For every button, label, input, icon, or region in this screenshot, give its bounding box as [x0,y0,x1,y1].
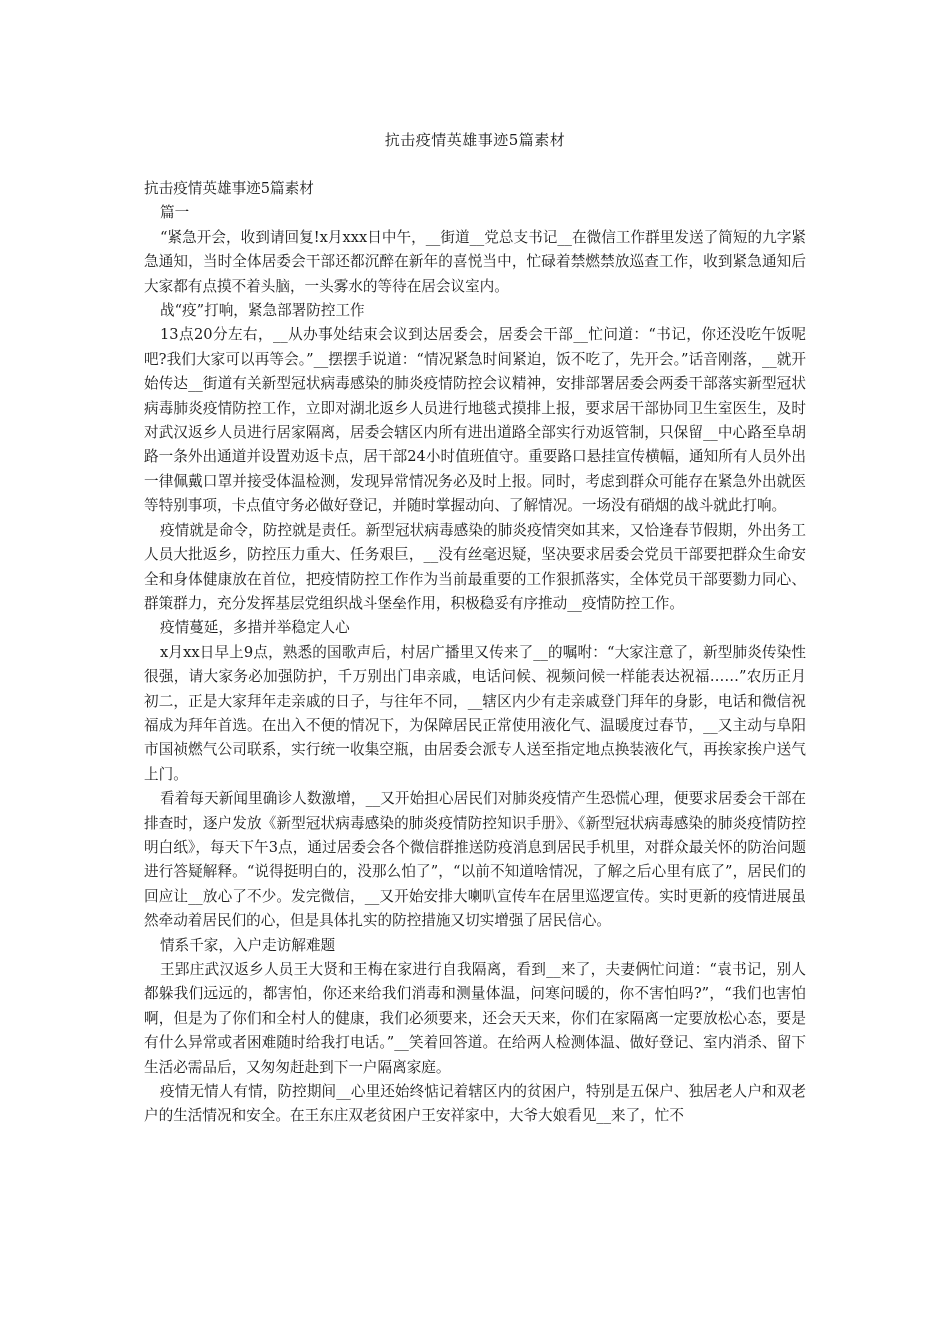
body-paragraph: “紧急开会，收到请回复!x月xxx日中午，__街道__党总支书记__在微信工作群里发送了简短的九字紧急通知，当时全体居委会干部还都沉醉在新年的喜悦当中，忙碌着禁燃禁放巡查工作，收到紧急通知后大家都有点摸不着头脑，一头雾水的等待在居会议室内。 [144,228,806,295]
document-title: 抗击疫情英雄事迹5篇素材 [384,131,566,149]
section-heading: 战“疫”打响，紧急部署防控工作 [160,302,365,320]
document-body [144,177,806,1129]
body-paragraph: 王郢庄武汉返乡人员王大贤和王梅在家进行自我隔离，看到__来了，夫妻俩忙问道：“袁书记，别人都躲我们远远的，都害怕，你还来给我们消毒和测量体温，问寒问暖的，你不害怕吗?”，“我们也害怕啊，但是为了你们和全村人的健康，我们必须要来，还会天天来，你们在家隔离一定要放松心态，要是有什么异常或者困难随时给我打电话。”__笑着回答道。在给两人检测体温、做好登记、室内消杀、留下生活必需品后，又匆匆赶赴到下一户隔离家庭。 [144,961,806,1076]
section-heading: 情系千家，入户走访解难题 [160,936,336,954]
body-paragraph: 疫情无情人有情，防控期间__心里还始终惦记着辖区内的贫困户，特别是五保户、独居老人户和双老户的生活情况和安全。在王东庄双老贫困户王安祥家中，大爷大娘看见__来了，忙不 [144,1083,806,1125]
body-paragraph: 13点20分左右，__从办事处结束会议到达居委会，居委会干部__忙问道：“书记，你还没吃午饭呢吧?我们大家可以再等会。”__摆摆手说道：“情况紧急时间紧迫，饭不吃了，先开会。”话音刚落，__就开始传达__街道有关新型冠状病毒感染的肺炎疫情防控会议精神，安排部署居委会两委干部落实新型冠状病毒肺炎疫情防控工作，立即对湖北返乡人员进行地毯式摸排上报，要求居干部协同卫生室医生，及时对武汉返乡人员进行居家隔离，居委会辖区内所有进出道路全部实行劝返管制，只保留__中心路至阜胡路一条外出通道并设置劝返卡点，居干部24小时值班值守。重要路口悬挂宣传横幅，通知所有人员外出一律佩戴口罩并接受体温检测，发现异常情况务必及时上报。同时，考虑到群众可能存在紧急外出就医等特别事项，卡点值守务必做好登记，并随时掌握动向、了解情况。一场没有硝烟的战斗就此打响。 [144,326,806,515]
section-heading: 篇一 [160,204,190,222]
body-paragraph: 看着每天新闻里确诊人数激增，__又开始担心居民们对肺炎疫情产生恐慌心理，便要求居委会干部在排查时，逐户发放《新型冠状病毒感染的肺炎疫情防控知识手册》、《新型冠状病毒感染的肺炎疫情防控明白纸》，每天下午3点，通过居委会各个微信群推送防疫消息到居民手机里，对群众最关怀的防治问题进行答疑解释。“说得挺明白的，没那么怕了”，“以前不知道啥情况，了解之后心里有底了”，居民们的回应让__放心了不少。发完微信，__又开始安排大喇叭宣传车在居里巡逻宣传。实时更新的疫情进展虽然牵动着居民们的心，但是具体扎实的防控措施又切实增强了居民信心。 [144,790,806,930]
body-paragraph: x月xx日早上9点，熟悉的国歌声后，村居广播里又传来了__的嘱咐：“大家注意了，新型肺炎传染性很强，请大家务必加强防护，千万别出门串亲戚，电话问候、视频问候一样能表达祝福……”农历正月初二，正是大家拜年走亲戚的日子，与往年不同，__辖区内少有走亲戚登门拜年的身影，电话和微信祝福成为拜年首选。在出入不便的情况下，为保障居民正常使用液化气、温暖度过春节，__又主动与阜阳市国祯燃气公司联系，实行统一收集空瓶，由居委会派专人送至指定地点换装液化气，再挨家挨户送气上门。 [144,643,806,783]
document-subtitle: 抗击疫情英雄事迹5篇素材 [144,180,314,197]
section-heading: 疫情蔓延，多措并举稳定人心 [160,619,350,637]
body-paragraph: 疫情就是命令，防控就是责任。新型冠状病毒感染的肺炎疫情突如其来，又恰逢春节假期，外出务工人员大批返乡，防控压力重大、任务艰巨，__没有丝毫迟疑，坚决要求居委会党员干部要把群众生命安全和身体健康放在首位，把疫情防控工作作为当前最重要的工作狠抓落实，全体党员干部要勠力同心、群策群力，充分发挥基层党组织战斗堡垒作用，积极稳妥有序推动__疫情防控工作。 [144,521,806,612]
